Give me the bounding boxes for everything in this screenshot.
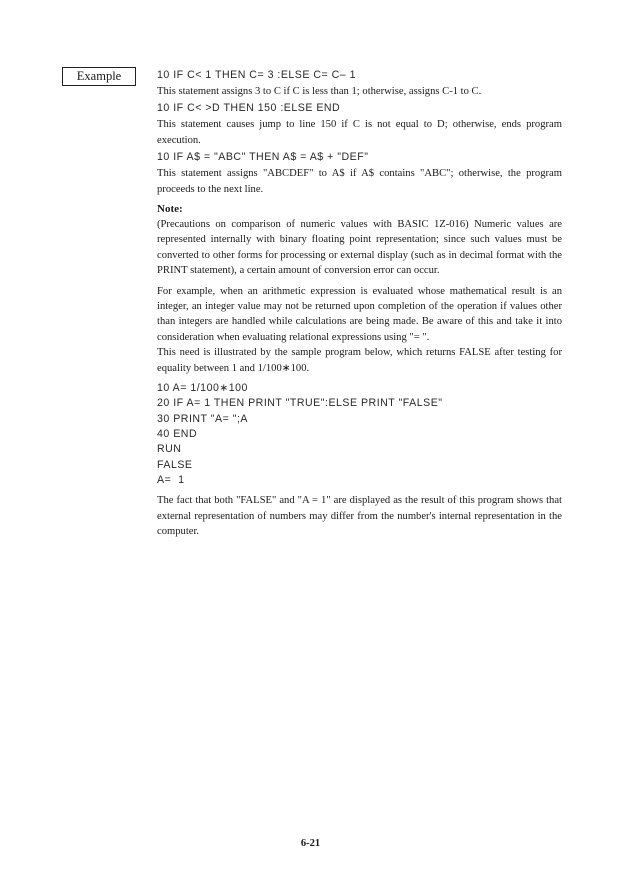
example-label: Example [62,67,136,86]
example-1-description: This statement assigns 3 to C if C is less than 1; otherwise, assigns C-1 to C. [157,86,482,97]
example-2-code: 10 IF C< >D THEN 150 :ELSE END [157,102,341,115]
program-line: 20 IF A= 1 THEN PRINT "TRUE":ELSE PRINT "FALSE" [157,397,443,410]
page-number: 6-21 [300,838,321,849]
program-line: FALSE [157,458,193,471]
note-heading: Note: [157,203,183,216]
program-line: 30 PRINT "A= ";A [157,412,248,425]
program-line: 40 END [157,427,198,440]
page-content [157,69,562,539]
note-paragraph-2: For example, when an arithmetic expression is evaluated whose mathematical result is an integer, an integer value may not be returned upon completion of the operation if values other than integers are handled while calculations are being made. Be aware of this and take it into consideration when evaluating relational expressions using "= ". [157,285,562,343]
closing-paragraph: The fact that both "FALSE" and "A = 1" are displayed as the result of this program shows that external representation of numbers may differ from the number's internal representation in the computer. [157,495,562,537]
example-3-code: 10 IF A$ = "ABC" THEN A$ = A$ + "DEF" [157,151,369,164]
note-paragraph-1: (Precautions on comparison of numeric values with BASIC 1Z-016) Numeric values are represented internally with binary floating point representation; since such values must be converted to other forms for processing or external display (such as in decimal format with the PRINT statement), a certain amount of conversion error can occur. [157,219,562,277]
example-3-description: This statement assigns "ABCDEF" to A$ if A$ contains "ABC"; otherwise, the program proceeds to the next line. [157,168,562,195]
sample-program [157,381,562,488]
program-line: 10 A= 1/100∗100 [157,382,248,395]
example-1-code: 10 IF C< 1 THEN C= 3 :ELSE C= C– 1 [157,69,357,81]
note-paragraph-3: This need is illustrated by the sample program below, which returns FALSE after testing for equality between 1 and 1/100∗100. [157,347,562,374]
example-2-description: This statement causes jump to line 150 if C is not equal to D; otherwise, ends program execution. [157,119,562,146]
program-line: RUN [157,443,182,456]
program-line: A= 1 [157,473,185,486]
